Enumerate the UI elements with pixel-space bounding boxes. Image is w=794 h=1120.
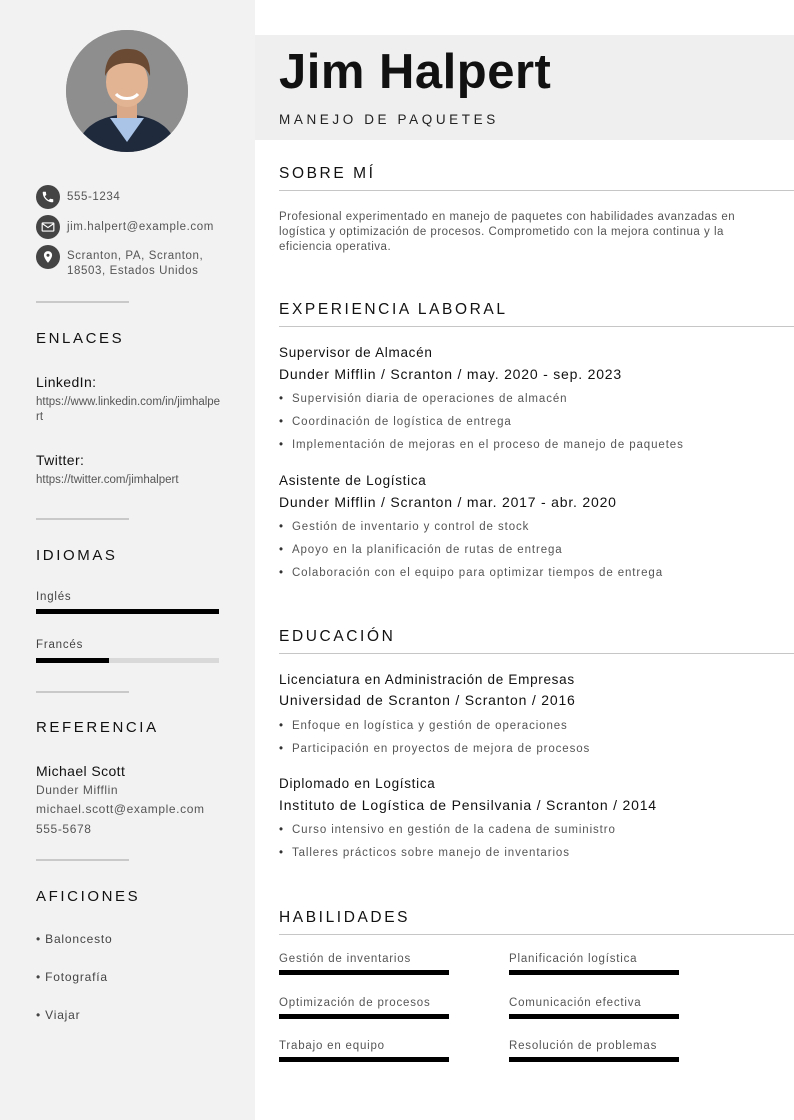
- job-bullet: • Implementación de mejoras en el proceso de manejo de paquetes: [279, 439, 684, 451]
- job-subtitle: Dunder Mifflin / Scranton / mar. 2017 - abr. 2020: [279, 494, 617, 510]
- skills-title: HABILIDADES: [279, 909, 411, 926]
- skill-item: [509, 953, 679, 975]
- education-subtitle: Instituto de Logística de Pensilvania / Scranton / 2014: [279, 797, 657, 813]
- about-title: SOBRE MÍ: [279, 165, 376, 182]
- job-bullet: • Supervisión diaria de operaciones de almacén: [279, 393, 567, 405]
- job-subtitle: Dunder Mifflin / Scranton / may. 2020 - sep. 2023: [279, 366, 622, 382]
- skill-name: Trabajo en equipo: [279, 1040, 385, 1052]
- education-bullet: • Curso intensivo en gestión de la cadena de suministro: [279, 824, 616, 836]
- job-bullet: • Apoyo en la planificación de rutas de entrega: [279, 544, 563, 556]
- skill-name: Gestión de inventarios: [279, 953, 412, 965]
- education-degree: Diplomado en Logística: [279, 776, 436, 791]
- reference-name: Michael Scott: [36, 763, 126, 779]
- contact-address-text: [67, 245, 203, 279]
- skill-level-bar: [279, 1057, 449, 1062]
- job-title: Supervisor de Almacén: [279, 345, 433, 360]
- skill-level-bar: [509, 1014, 679, 1019]
- address-line-2: 18503, Estados Unidos: [67, 265, 199, 277]
- contact-email-text: jim.halpert@example.com: [67, 221, 214, 233]
- candidate-name: Jim Halpert: [279, 45, 552, 99]
- skill-level-bar: [509, 970, 679, 975]
- education-bullet: • Talleres prácticos sobre manejo de inventarios: [279, 847, 570, 859]
- candidate-role: MANEJO DE PAQUETES: [279, 112, 499, 127]
- skill-item: [279, 1040, 449, 1062]
- envelope-icon: [36, 215, 60, 239]
- reference-company: Dunder Mifflin: [36, 783, 119, 797]
- avatar: [66, 30, 188, 152]
- language-level-fill: [36, 609, 219, 614]
- twitter-link[interactable]: https://twitter.com/jimhalpert: [36, 474, 179, 486]
- education-bullet: • Participación en proyectos de mejora de procesos: [279, 743, 590, 755]
- education-subtitle: Universidad de Scranton / Scranton / 2016: [279, 692, 576, 708]
- job-bullet: • Colaboración con el equipo para optimizar tiempos de entrega: [279, 567, 663, 579]
- skill-level-bar: [509, 1057, 679, 1062]
- language-level-bar: [36, 609, 219, 614]
- sidebar-divider: [36, 691, 129, 693]
- section-divider: [279, 326, 794, 327]
- skill-name: Planificación logística: [509, 953, 638, 965]
- skill-item: [509, 1040, 679, 1062]
- twitter-label: Twitter:: [36, 452, 85, 468]
- education-bullet: • Enfoque en logística y gestión de operaciones: [279, 720, 568, 732]
- sidebar: [0, 0, 255, 1120]
- contact-email: [36, 215, 214, 239]
- skill-name: Resolución de problemas: [509, 1040, 658, 1052]
- skill-item: [279, 953, 449, 975]
- sidebar-divider: [36, 518, 129, 520]
- reference-email: michael.scott@example.com: [36, 802, 205, 816]
- linkedin-label: LinkedIn:: [36, 374, 97, 390]
- section-divider: [279, 653, 794, 654]
- linkedin-link[interactable]: https://www.linkedin.com/in/jimhalpert: [36, 396, 221, 423]
- hobby-item: • Baloncesto: [36, 932, 113, 946]
- language-level-fill: [36, 658, 109, 663]
- experience-title: EXPERIENCIA LABORAL: [279, 301, 508, 318]
- hobby-item: • Viajar: [36, 1008, 81, 1022]
- about-text: Profesional experimentado en manejo de paquetes con habilidades avanzadas en logística y optimización de procesos. Comprometido con la mejora continua y la eficiencia operativa.: [279, 211, 736, 253]
- sidebar-divider: [36, 859, 129, 861]
- reference-phone: 555-5678: [36, 822, 92, 836]
- phone-icon: [36, 185, 60, 209]
- main-content: [255, 0, 794, 1120]
- section-divider: [279, 934, 794, 935]
- contact-address: [36, 245, 203, 279]
- address-line-1: Scranton, PA, Scranton,: [67, 250, 204, 262]
- skill-item: [279, 997, 449, 1019]
- contact-phone: [36, 185, 120, 209]
- location-pin-icon: [36, 245, 60, 269]
- job-bullet: • Coordinación de logística de entrega: [279, 416, 512, 428]
- skill-level-bar: [279, 1014, 449, 1019]
- education-degree: Licenciatura en Administración de Empresas: [279, 672, 575, 687]
- links-title: ENLACES: [36, 330, 125, 347]
- job-bullet: • Gestión de inventario y control de stock: [279, 521, 529, 533]
- languages-title: IDIOMAS: [36, 547, 118, 564]
- contact-phone-text: 555-1234: [67, 191, 121, 203]
- hobby-item: • Fotografía: [36, 970, 108, 984]
- education-title: EDUCACIÓN: [279, 628, 396, 645]
- hobbies-title: AFICIONES: [36, 888, 141, 905]
- language-name: Inglés: [36, 591, 72, 603]
- skill-name: Optimización de procesos: [279, 997, 431, 1009]
- job-title: Asistente de Logística: [279, 473, 427, 488]
- skill-item: [509, 997, 679, 1019]
- skill-name: Comunicación efectiva: [509, 997, 642, 1009]
- language-level-bar: [36, 658, 219, 663]
- reference-title: REFERENCIA: [36, 719, 159, 736]
- skill-level-bar: [279, 970, 449, 975]
- sidebar-divider: [36, 301, 129, 303]
- language-name: Francés: [36, 639, 84, 651]
- section-divider: [279, 190, 794, 191]
